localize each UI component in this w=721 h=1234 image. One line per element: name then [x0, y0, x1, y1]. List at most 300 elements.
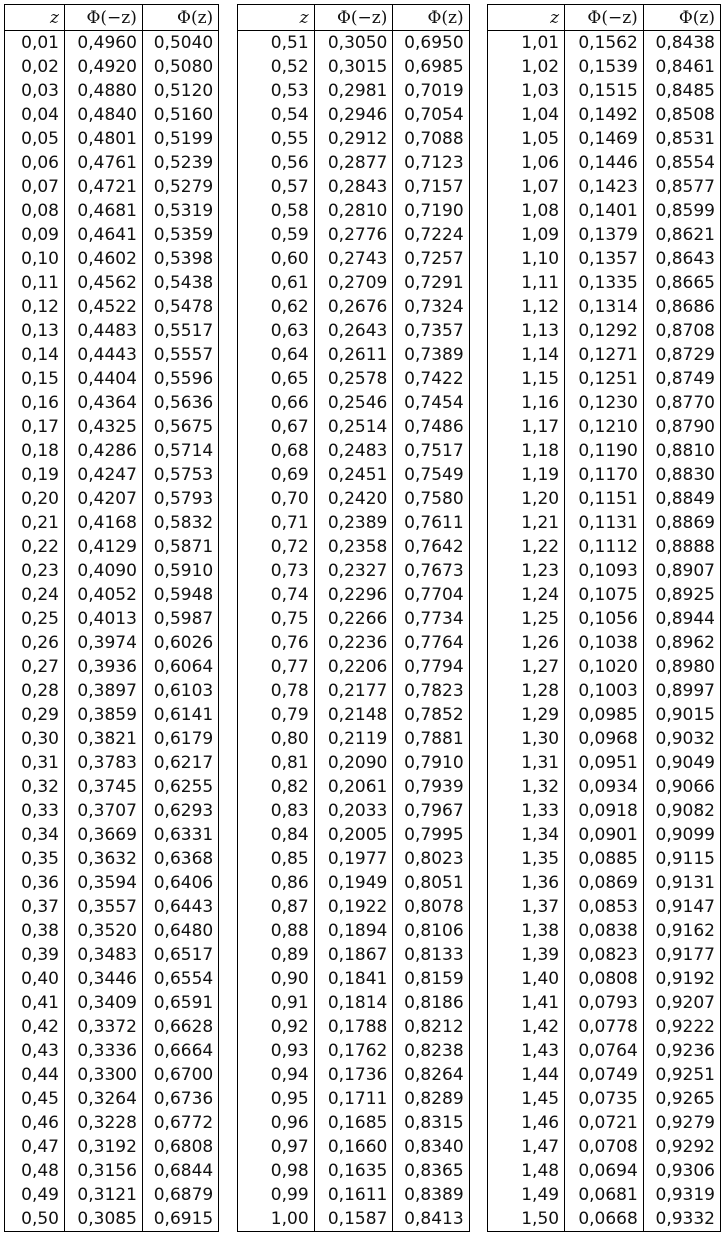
phi-neg-z-cell: 0,2483	[314, 439, 393, 463]
z-cell: 1,37	[488, 895, 565, 919]
phi-neg-z-cell: 0,1922	[314, 895, 393, 919]
z-cell: 0,77	[237, 655, 314, 679]
phi-neg-z-cell: 0,4562	[64, 271, 142, 295]
phi-neg-z-cell: 0,3594	[64, 871, 142, 895]
phi-z-cell: 0,5120	[142, 79, 218, 103]
phi-neg-z-cell: 0,4721	[64, 175, 142, 199]
column-gap	[469, 415, 488, 439]
phi-neg-z-cell: 0,3859	[64, 703, 142, 727]
phi-neg-z-cell: 0,1711	[314, 1087, 393, 1111]
column-gap	[219, 775, 238, 799]
phi-z-cell: 0,7157	[393, 175, 469, 199]
z-cell: 0,06	[5, 151, 65, 175]
phi-neg-z-cell: 0,1867	[314, 943, 393, 967]
table-row	[5, 727, 721, 751]
table-row	[5, 1207, 721, 1232]
phi-neg-z-cell: 0,1736	[314, 1063, 393, 1087]
header-z: z	[488, 5, 565, 31]
phi-z-cell: 0,8810	[643, 439, 720, 463]
phi-z-cell: 0,6103	[142, 679, 218, 703]
phi-neg-z-cell: 0,0668	[565, 1207, 644, 1232]
phi-z-cell: 0,6517	[142, 943, 218, 967]
table-row	[5, 151, 721, 175]
table-row	[5, 703, 721, 727]
phi-neg-z-cell: 0,3446	[64, 967, 142, 991]
phi-z-cell: 0,6141	[142, 703, 218, 727]
column-gap	[469, 247, 488, 271]
phi-z-cell: 0,6985	[393, 55, 469, 79]
phi-neg-z-cell: 0,1762	[314, 1039, 393, 1063]
z-cell: 0,03	[5, 79, 65, 103]
phi-neg-z-cell: 0,0694	[565, 1159, 644, 1183]
table-row	[5, 1015, 721, 1039]
phi-z-cell: 0,6406	[142, 871, 218, 895]
phi-z-cell: 0,5987	[142, 607, 218, 631]
column-gap	[219, 103, 238, 127]
phi-z-cell: 0,8238	[393, 1039, 469, 1063]
phi-neg-z-cell: 0,2451	[314, 463, 393, 487]
column-gap	[219, 991, 238, 1015]
table-row	[5, 1135, 721, 1159]
column-gap	[469, 391, 488, 415]
phi-z-cell: 0,7995	[393, 823, 469, 847]
phi-z-cell: 0,9147	[643, 895, 720, 919]
phi-z-cell: 0,8888	[643, 535, 720, 559]
column-gap	[219, 847, 238, 871]
z-cell: 0,30	[5, 727, 65, 751]
phi-neg-z-cell: 0,4247	[64, 463, 142, 487]
z-cell: 0,80	[237, 727, 314, 751]
column-gap	[469, 751, 488, 775]
z-cell: 1,12	[488, 295, 565, 319]
phi-neg-z-cell: 0,2546	[314, 391, 393, 415]
phi-z-cell: 0,8980	[643, 655, 720, 679]
z-cell: 1,48	[488, 1159, 565, 1183]
z-cell: 1,42	[488, 1015, 565, 1039]
z-cell: 0,88	[237, 919, 314, 943]
z-cell: 0,64	[237, 343, 314, 367]
z-cell: 0,09	[5, 223, 65, 247]
phi-neg-z-cell: 0,4960	[64, 31, 142, 56]
z-cell: 0,78	[237, 679, 314, 703]
phi-z-cell: 0,8643	[643, 247, 720, 271]
phi-z-cell: 0,7823	[393, 679, 469, 703]
z-cell: 0,29	[5, 703, 65, 727]
phi-z-cell: 0,7357	[393, 319, 469, 343]
z-cell: 0,42	[5, 1015, 65, 1039]
phi-z-cell: 0,5948	[142, 583, 218, 607]
table-row	[5, 799, 721, 823]
phi-z-cell: 0,7704	[393, 583, 469, 607]
phi-z-cell: 0,9032	[643, 727, 720, 751]
phi-neg-z-cell: 0,0735	[565, 1087, 644, 1111]
table-row	[5, 919, 721, 943]
phi-neg-z-cell: 0,2389	[314, 511, 393, 535]
z-cell: 0,68	[237, 439, 314, 463]
column-gap	[219, 151, 238, 175]
table-row	[5, 391, 721, 415]
phi-z-cell: 0,5160	[142, 103, 218, 127]
z-cell: 0,73	[237, 559, 314, 583]
column-gap	[469, 1063, 488, 1087]
phi-z-cell: 0,7224	[393, 223, 469, 247]
phi-z-cell: 0,8438	[643, 31, 720, 56]
phi-z-cell: 0,8133	[393, 943, 469, 967]
table-row	[5, 679, 721, 703]
z-cell: 0,19	[5, 463, 65, 487]
phi-z-cell: 0,6179	[142, 727, 218, 751]
z-cell: 0,67	[237, 415, 314, 439]
phi-neg-z-cell: 0,1635	[314, 1159, 393, 1183]
table-row	[5, 199, 721, 223]
column-gap	[469, 1207, 488, 1232]
z-cell: 0,66	[237, 391, 314, 415]
phi-neg-z-cell: 0,2776	[314, 223, 393, 247]
column-gap	[219, 247, 238, 271]
column-gap	[469, 367, 488, 391]
z-cell: 1,41	[488, 991, 565, 1015]
table-row	[5, 511, 721, 535]
phi-z-cell: 0,8264	[393, 1063, 469, 1087]
phi-z-cell: 0,6950	[393, 31, 469, 56]
z-cell: 1,08	[488, 199, 565, 223]
z-cell: 0,44	[5, 1063, 65, 1087]
header-z: z	[237, 5, 314, 31]
table-row	[5, 55, 721, 79]
phi-z-cell: 0,7324	[393, 295, 469, 319]
z-cell: 1,45	[488, 1087, 565, 1111]
phi-z-cell: 0,7580	[393, 487, 469, 511]
column-gap	[219, 5, 238, 31]
phi-neg-z-cell: 0,0869	[565, 871, 644, 895]
phi-neg-z-cell: 0,1151	[565, 487, 644, 511]
column-gap	[219, 1039, 238, 1063]
phi-z-cell: 0,6700	[142, 1063, 218, 1087]
phi-neg-z-cell: 0,3520	[64, 919, 142, 943]
phi-neg-z-cell: 0,0968	[565, 727, 644, 751]
table-row	[5, 175, 721, 199]
z-cell: 1,00	[237, 1207, 314, 1232]
z-cell: 1,36	[488, 871, 565, 895]
phi-z-cell: 0,5596	[142, 367, 218, 391]
phi-neg-z-cell: 0,1379	[565, 223, 644, 247]
table-row	[5, 295, 721, 319]
z-cell: 0,82	[237, 775, 314, 799]
phi-neg-z-cell: 0,0708	[565, 1135, 644, 1159]
phi-z-cell: 0,7910	[393, 751, 469, 775]
phi-z-cell: 0,8365	[393, 1159, 469, 1183]
phi-neg-z-cell: 0,4483	[64, 319, 142, 343]
phi-neg-z-cell: 0,3050	[314, 31, 393, 56]
phi-neg-z-cell: 0,1841	[314, 967, 393, 991]
phi-z-cell: 0,7852	[393, 703, 469, 727]
column-gap	[219, 31, 238, 56]
phi-z-cell: 0,6844	[142, 1159, 218, 1183]
phi-neg-z-cell: 0,4920	[64, 55, 142, 79]
column-gap	[469, 199, 488, 223]
phi-neg-z-cell: 0,2061	[314, 775, 393, 799]
phi-neg-z-cell: 0,4090	[64, 559, 142, 583]
phi-z-cell: 0,7123	[393, 151, 469, 175]
z-cell: 0,97	[237, 1135, 314, 1159]
phi-z-cell: 0,7019	[393, 79, 469, 103]
z-cell: 0,89	[237, 943, 314, 967]
z-cell: 0,94	[237, 1063, 314, 1087]
z-cell: 1,02	[488, 55, 565, 79]
phi-z-cell: 0,7967	[393, 799, 469, 823]
phi-z-cell: 0,7422	[393, 367, 469, 391]
phi-neg-z-cell: 0,0918	[565, 799, 644, 823]
z-cell: 0,46	[5, 1111, 65, 1135]
z-cell: 1,13	[488, 319, 565, 343]
phi-z-cell: 0,8925	[643, 583, 720, 607]
phi-z-cell: 0,9251	[643, 1063, 720, 1087]
phi-neg-z-cell: 0,3936	[64, 655, 142, 679]
table-row	[5, 943, 721, 967]
z-cell: 0,43	[5, 1039, 65, 1063]
phi-z-cell: 0,5319	[142, 199, 218, 223]
column-gap	[469, 1039, 488, 1063]
phi-z-cell: 0,6331	[142, 823, 218, 847]
phi-neg-z-cell: 0,1292	[565, 319, 644, 343]
z-cell: 0,92	[237, 1015, 314, 1039]
header-phi-neg-z: Φ(−z)	[314, 5, 393, 31]
column-gap	[469, 463, 488, 487]
phi-z-cell: 0,7517	[393, 439, 469, 463]
phi-z-cell: 0,9015	[643, 703, 720, 727]
table-row	[5, 367, 721, 391]
phi-neg-z-cell: 0,3372	[64, 1015, 142, 1039]
phi-neg-z-cell: 0,4207	[64, 487, 142, 511]
z-cell: 0,63	[237, 319, 314, 343]
phi-neg-z-cell: 0,4840	[64, 103, 142, 127]
z-cell: 1,14	[488, 343, 565, 367]
table-row	[5, 871, 721, 895]
z-cell: 0,65	[237, 367, 314, 391]
z-cell: 1,22	[488, 535, 565, 559]
phi-z-cell: 0,8830	[643, 463, 720, 487]
z-cell: 0,56	[237, 151, 314, 175]
column-gap	[219, 895, 238, 919]
table-body	[5, 31, 721, 1232]
z-cell: 0,71	[237, 511, 314, 535]
z-cell: 0,72	[237, 535, 314, 559]
column-gap	[469, 631, 488, 655]
column-gap	[219, 655, 238, 679]
column-gap	[469, 343, 488, 367]
phi-z-cell: 0,8461	[643, 55, 720, 79]
phi-neg-z-cell: 0,1314	[565, 295, 644, 319]
phi-z-cell: 0,8508	[643, 103, 720, 127]
phi-z-cell: 0,8599	[643, 199, 720, 223]
column-gap	[469, 703, 488, 727]
z-cell: 0,59	[237, 223, 314, 247]
z-cell: 0,25	[5, 607, 65, 631]
z-cell: 0,11	[5, 271, 65, 295]
phi-z-cell: 0,8554	[643, 151, 720, 175]
z-cell: 0,61	[237, 271, 314, 295]
z-cell: 1,16	[488, 391, 565, 415]
phi-neg-z-cell: 0,3264	[64, 1087, 142, 1111]
phi-neg-z-cell: 0,0764	[565, 1039, 644, 1063]
phi-neg-z-cell: 0,1357	[565, 247, 644, 271]
z-cell: 1,49	[488, 1183, 565, 1207]
phi-z-cell: 0,6664	[142, 1039, 218, 1063]
column-gap	[469, 871, 488, 895]
phi-neg-z-cell: 0,1020	[565, 655, 644, 679]
phi-neg-z-cell: 0,1788	[314, 1015, 393, 1039]
phi-z-cell: 0,6443	[142, 895, 218, 919]
table-row	[5, 487, 721, 511]
phi-z-cell: 0,8749	[643, 367, 720, 391]
z-cell: 0,79	[237, 703, 314, 727]
phi-neg-z-cell: 0,3557	[64, 895, 142, 919]
phi-z-cell: 0,5359	[142, 223, 218, 247]
phi-z-cell: 0,8997	[643, 679, 720, 703]
table-row	[5, 655, 721, 679]
column-gap	[469, 1087, 488, 1111]
phi-z-cell: 0,6480	[142, 919, 218, 943]
phi-z-cell: 0,7794	[393, 655, 469, 679]
phi-neg-z-cell: 0,0901	[565, 823, 644, 847]
z-cell: 0,08	[5, 199, 65, 223]
column-gap	[219, 1111, 238, 1135]
phi-z-cell: 0,7881	[393, 727, 469, 751]
column-gap	[469, 679, 488, 703]
phi-z-cell: 0,8770	[643, 391, 720, 415]
phi-neg-z-cell: 0,0681	[565, 1183, 644, 1207]
phi-neg-z-cell: 0,4641	[64, 223, 142, 247]
z-cell: 1,01	[488, 31, 565, 56]
column-gap	[469, 823, 488, 847]
table-row	[5, 271, 721, 295]
phi-neg-z-cell: 0,1230	[565, 391, 644, 415]
phi-z-cell: 0,7291	[393, 271, 469, 295]
phi-neg-z-cell: 0,3015	[314, 55, 393, 79]
phi-z-cell: 0,6026	[142, 631, 218, 655]
z-cell: 0,34	[5, 823, 65, 847]
phi-z-cell: 0,6879	[142, 1183, 218, 1207]
table-row	[5, 559, 721, 583]
phi-neg-z-cell: 0,1170	[565, 463, 644, 487]
phi-neg-z-cell: 0,4404	[64, 367, 142, 391]
column-gap	[219, 607, 238, 631]
phi-neg-z-cell: 0,2177	[314, 679, 393, 703]
phi-z-cell: 0,8577	[643, 175, 720, 199]
phi-z-cell: 0,5239	[142, 151, 218, 175]
column-gap	[219, 487, 238, 511]
column-gap	[219, 943, 238, 967]
phi-z-cell: 0,5636	[142, 391, 218, 415]
z-cell: 1,43	[488, 1039, 565, 1063]
column-gap	[469, 1183, 488, 1207]
phi-z-cell: 0,8389	[393, 1183, 469, 1207]
phi-neg-z-cell: 0,3783	[64, 751, 142, 775]
phi-neg-z-cell: 0,1949	[314, 871, 393, 895]
phi-z-cell: 0,6064	[142, 655, 218, 679]
phi-neg-z-cell: 0,2119	[314, 727, 393, 751]
column-gap	[219, 967, 238, 991]
column-gap	[219, 823, 238, 847]
z-cell: 1,07	[488, 175, 565, 199]
phi-neg-z-cell: 0,4325	[64, 415, 142, 439]
z-cell: 1,11	[488, 271, 565, 295]
phi-z-cell: 0,8106	[393, 919, 469, 943]
z-cell: 0,74	[237, 583, 314, 607]
phi-z-cell: 0,8869	[643, 511, 720, 535]
phi-neg-z-cell: 0,4286	[64, 439, 142, 463]
table-row	[5, 1039, 721, 1063]
phi-z-cell: 0,5753	[142, 463, 218, 487]
phi-neg-z-cell: 0,3085	[64, 1207, 142, 1232]
column-gap	[219, 1135, 238, 1159]
phi-neg-z-cell: 0,3300	[64, 1063, 142, 1087]
column-gap	[469, 127, 488, 151]
z-cell: 1,39	[488, 943, 565, 967]
phi-z-cell: 0,8907	[643, 559, 720, 583]
column-gap	[469, 991, 488, 1015]
column-gap	[219, 511, 238, 535]
phi-z-cell: 0,5040	[142, 31, 218, 56]
table-row	[5, 79, 721, 103]
phi-neg-z-cell: 0,1251	[565, 367, 644, 391]
table-row	[5, 823, 721, 847]
column-gap	[469, 511, 488, 535]
phi-neg-z-cell: 0,1660	[314, 1135, 393, 1159]
phi-z-cell: 0,9049	[643, 751, 720, 775]
z-cell: 0,24	[5, 583, 65, 607]
phi-neg-z-cell: 0,1977	[314, 847, 393, 871]
phi-neg-z-cell: 0,2843	[314, 175, 393, 199]
column-gap	[469, 175, 488, 199]
phi-neg-z-cell: 0,0838	[565, 919, 644, 943]
z-cell: 1,31	[488, 751, 565, 775]
column-gap	[469, 607, 488, 631]
phi-z-cell: 0,7549	[393, 463, 469, 487]
table-row	[5, 103, 721, 127]
phi-z-cell: 0,9306	[643, 1159, 720, 1183]
phi-z-cell: 0,5478	[142, 295, 218, 319]
header-phi-z: Φ(z)	[643, 5, 720, 31]
phi-z-cell: 0,8413	[393, 1207, 469, 1232]
table-row	[5, 415, 721, 439]
phi-neg-z-cell: 0,2611	[314, 343, 393, 367]
column-gap	[219, 415, 238, 439]
z-cell: 0,27	[5, 655, 65, 679]
phi-z-cell: 0,5714	[142, 439, 218, 463]
column-gap	[219, 1063, 238, 1087]
z-cell: 0,23	[5, 559, 65, 583]
column-gap	[469, 295, 488, 319]
phi-neg-z-cell: 0,1587	[314, 1207, 393, 1232]
phi-z-cell: 0,5557	[142, 343, 218, 367]
phi-z-cell: 0,6368	[142, 847, 218, 871]
table-row	[5, 247, 721, 271]
phi-z-cell: 0,9099	[643, 823, 720, 847]
phi-z-cell: 0,7642	[393, 535, 469, 559]
phi-neg-z-cell: 0,2514	[314, 415, 393, 439]
phi-neg-z-cell: 0,2912	[314, 127, 393, 151]
z-cell: 1,19	[488, 463, 565, 487]
column-gap	[469, 1015, 488, 1039]
z-cell: 0,36	[5, 871, 65, 895]
phi-neg-z-cell: 0,3483	[64, 943, 142, 967]
column-gap	[219, 703, 238, 727]
phi-z-cell: 0,6255	[142, 775, 218, 799]
z-cell: 0,54	[237, 103, 314, 127]
column-gap	[219, 295, 238, 319]
phi-z-cell: 0,8051	[393, 871, 469, 895]
